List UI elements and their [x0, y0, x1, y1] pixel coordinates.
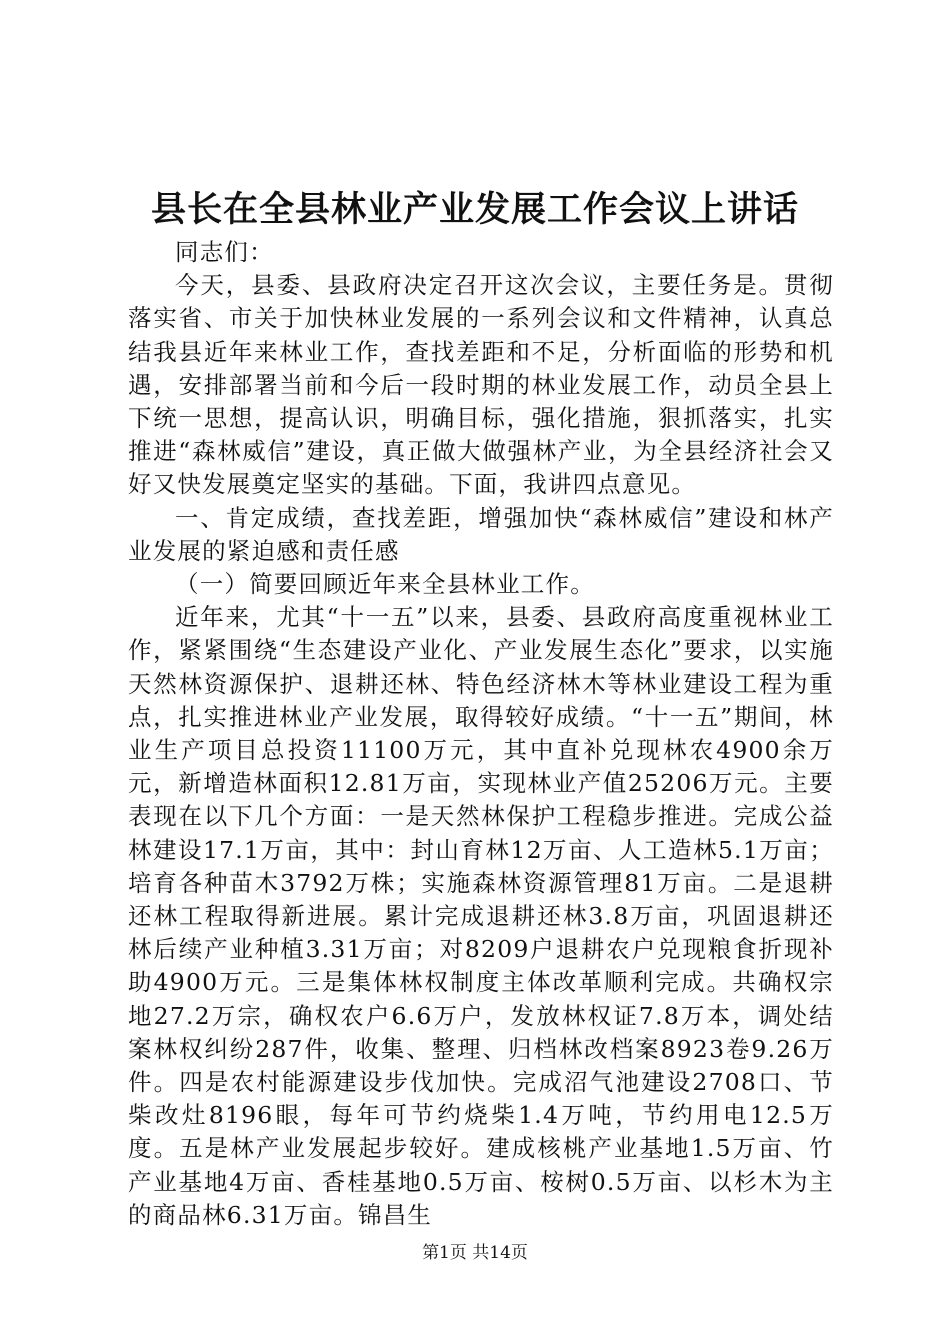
salutation-paragraph: 同志们：	[175, 238, 274, 266]
section-heading-paragraph: 一、肯定成绩，查找差距，增强加快“森林威信”建设和林产业发展的紧迫感和责任感	[128, 503, 834, 565]
page-footer	[0, 1241, 950, 1265]
page-number: 第1页	[422, 1243, 467, 1263]
document-title: 县长在全县林业产业发展工作会议上讲话	[150, 190, 799, 230]
subsection-heading-paragraph: （一）简要回顾近年来全县林业工作。	[175, 570, 595, 599]
achievements-paragraph: 近年来，尤其“十一五”以来，县委、县政府高度重视林业工作，紧紧围绕“生态建设产业化、产业发展生态化”要求，以实施天然林资源保护、退耕还林、特色经济林木等林业建设工程为重点，扎实推进林业产业发展，取得较好成绩。“十一五”期间，林业生产项目总投资11100万元，其中直补兑现林农4900余万元，新增造林面积12.81万亩，实现林业产值25206万元。主要表现在以下几个方面：一是天然林保护工程稳步推进。完成公益林建设17.1万亩，其中：封山育林12万亩、人工造林5.1万亩；培育各种苗木3792万株；实施森林资源管理81万亩。二是退耕还林工程取得新进展。累计完成退耕还林3.8万亩，巩固退耕还林后续产业种植3.31万亩；对8209户退耕农户兑现粮食折现补助4900万元。三是集体林权制度主体改革顺利完成。共确权宗地27.2万宗，确权农户6.6万户，发放林权证7.8万本，调处结案林权纠纷287件，收集、整理、归档林改档案8923卷9.26万件。四是农村能源建设步伐加快。完成沼气池建设2708口、节柴改灶8196眼，每年可节约烧柴1.4万吨，节约用电12.5万度。五是林产业发展起步较好。建成核桃产业基地1.5万亩、竹产业基地4万亩、香桂基地0.5万亩、桉树0.5万亩、以杉木为主的商品林6.31万亩。锦昌生	[128, 603, 834, 1229]
total-pages: 共14页	[472, 1243, 528, 1263]
intro-paragraph: 今天，县委、县政府决定召开这次会议，主要任务是。贯彻落实省、市关于加快林业发展的一系列会议和文件精神，认真总结我县近年来林业工作，查找差距和不足，分析面临的形势和机遇，安排部署当前和今后一段时期的林业发展工作，动员全县上下统一思想，提高认识，明确目标，强化措施，狠抓落实，扎实推进“森林威信”建设，真正做大做强林产业，为全县经济社会又好又快发展奠定坚实的基础。下面，我讲四点意见。	[128, 271, 834, 499]
document-body	[128, 236, 834, 1232]
